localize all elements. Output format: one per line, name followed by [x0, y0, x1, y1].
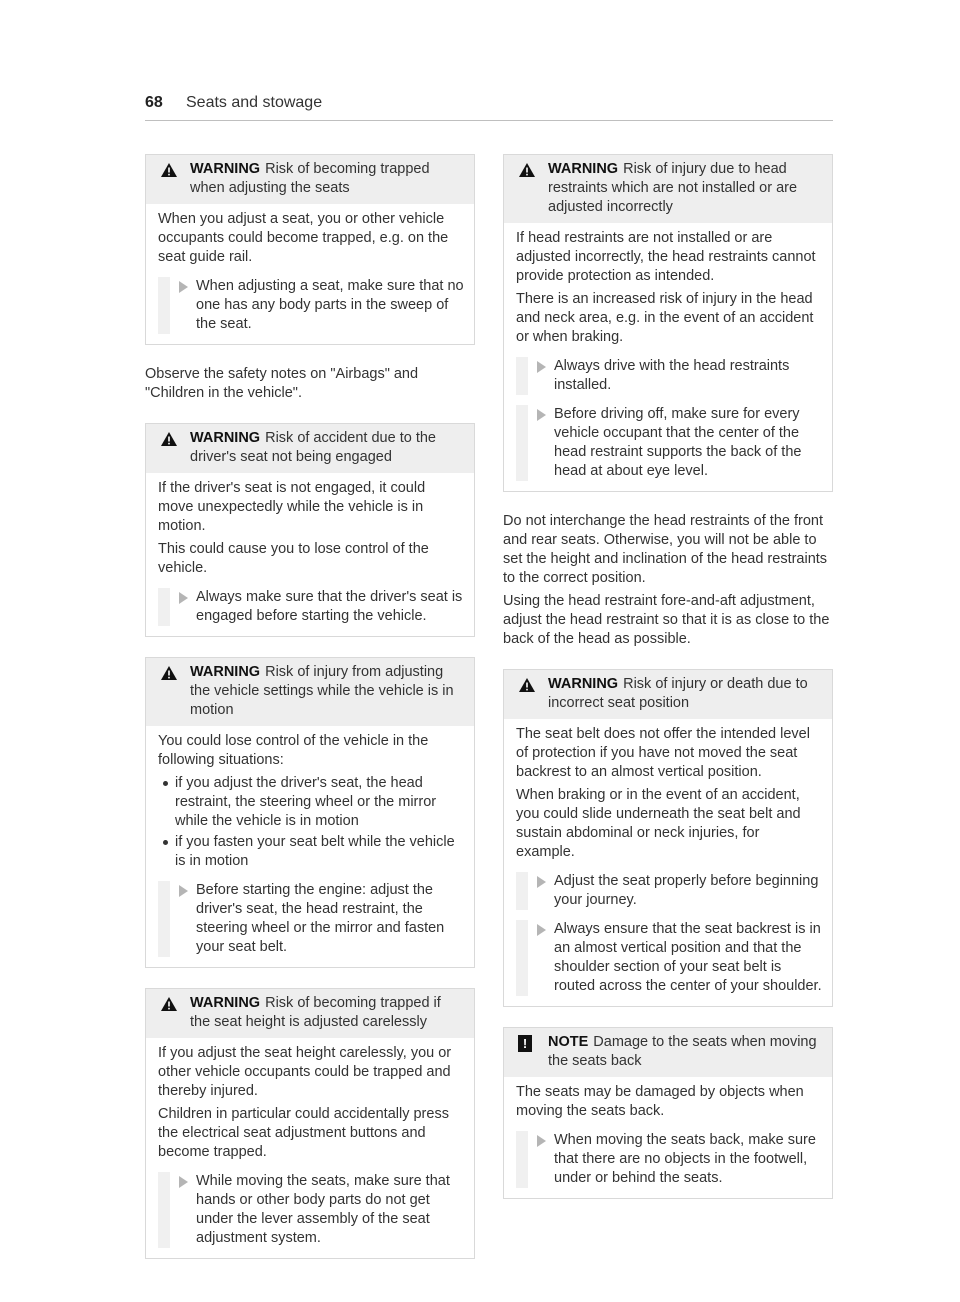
warning-triangle-icon — [160, 160, 190, 198]
warning-header — [146, 155, 474, 204]
warning-paragraph: When you adjust a seat, you or other vehicle occupants could become trapped, e.g. on the seat guide rail. — [158, 211, 449, 265]
note-keyword: NOTE — [548, 1034, 589, 1050]
warning-keyword: WARNING — [548, 676, 619, 692]
warning-title: Risk of injury from adjusting the vehicle settings while the vehicle is in motion — [190, 664, 454, 718]
instruction-step — [516, 872, 822, 910]
warning-header — [504, 670, 832, 719]
warning-title: Risk of injury due to head restraints which are not installed or are adjusted incorrectly — [548, 161, 798, 215]
instruction-step — [516, 1131, 822, 1188]
instruction-step — [158, 277, 464, 334]
warning-title: Risk of accident due to the driver's seat not being engaged — [190, 430, 436, 465]
step-text: Before driving off, make sure for every vehicle occupant that the center of the head restraint supports the back of the head at about eye level. — [554, 406, 802, 479]
warning-box-head-restraints — [503, 154, 833, 492]
step-arrow-icon — [179, 1176, 188, 1188]
body-paragraph: Do not interchange the head restraints of the front and rear seats. Otherwise, you will not be able to set the height and inclination of the head restraints to the correct position. — [503, 513, 828, 586]
warning-box-trapped-seats — [145, 154, 475, 345]
warning-paragraph: You could lose control of the vehicle in the following situations: — [158, 733, 429, 768]
step-text: When adjusting a seat, make sure that no one has any body parts in the sweep of the seat. — [196, 278, 464, 332]
step-text: Always make sure that the driver's seat is engaged before starting the vehicle. — [196, 589, 463, 624]
instruction-step — [158, 1172, 464, 1248]
instruction-step — [158, 588, 464, 626]
warning-triangle-icon — [518, 160, 548, 217]
step-text: Always ensure that the seat backrest is in an almost vertical position and that the shoulder section of your seat belt is routed across the center of your shoulder. — [554, 921, 822, 994]
left-column — [145, 154, 475, 1279]
instruction-step — [158, 881, 464, 957]
warning-paragraph: When braking or in the event of an accident, you could slide underneath the seat belt and sustain abdominal or neck injuries, for example. — [516, 787, 801, 860]
step-text: Adjust the seat properly before beginning your journey. — [554, 873, 819, 908]
warning-triangle-icon — [160, 429, 190, 467]
warning-paragraph: The seat belt does not offer the intended level of protection if you have not moved the seat backrest to an almost vertical position. — [516, 726, 810, 780]
warning-keyword: WARNING — [190, 161, 261, 177]
warning-paragraph: If the driver's seat is not engaged, it could move unexpectedly while the vehicle is in motion. — [158, 480, 426, 534]
warning-keyword: WARNING — [190, 664, 261, 680]
warning-keyword: WARNING — [548, 161, 619, 177]
head-restraint-paragraphs — [503, 512, 833, 649]
warning-paragraph: Children in particular could accidentally press the electrical seat adjustment buttons and become trapped. — [158, 1106, 449, 1160]
observe-paragraph: Observe the safety notes on "Airbags" and "Children in the vehicle". — [145, 366, 419, 401]
warning-triangle-icon — [160, 994, 190, 1032]
step-arrow-icon — [179, 592, 188, 604]
step-text: Before starting the engine: adjust the driver's seat, the head restraint, the steering wheel or the mirror and fasten your seat belt. — [196, 882, 445, 955]
warning-title: Risk of becoming trapped if the seat height is adjusted carelessly — [190, 995, 441, 1030]
warning-paragraph: If head restraints are not installed or are adjusted incorrectly, the head restraints cannot provide protection as intended. — [516, 230, 816, 284]
bullet-list — [158, 774, 464, 871]
page-number: 68 — [145, 94, 163, 111]
bullet-dot-icon — [163, 781, 168, 786]
bullet-dot-icon — [163, 840, 168, 845]
step-arrow-icon — [537, 876, 546, 888]
warning-box-seat-height — [145, 988, 475, 1259]
instruction-step — [516, 405, 822, 481]
instruction-step — [516, 920, 822, 996]
right-column — [503, 154, 833, 1219]
step-arrow-icon — [537, 409, 546, 421]
step-text: Always drive with the head restraints installed. — [554, 358, 790, 393]
page-header — [145, 94, 833, 121]
warning-header — [504, 155, 832, 223]
warning-paragraph: If you adjust the seat height carelessly, you or other vehicle occupants could be trapped and thereby injured. — [158, 1045, 452, 1099]
step-arrow-icon — [537, 361, 546, 373]
warning-keyword: WARNING — [190, 995, 261, 1011]
step-arrow-icon — [179, 281, 188, 293]
step-arrow-icon — [537, 924, 546, 936]
note-title: Damage to the seats when moving the seats back — [548, 1034, 817, 1069]
warning-header — [146, 658, 474, 726]
warning-keyword: WARNING — [190, 430, 261, 446]
note-header — [504, 1028, 832, 1077]
note-box-seats-back — [503, 1027, 833, 1199]
warning-box-driver-seat — [145, 423, 475, 637]
warning-box-seat-position — [503, 669, 833, 1007]
step-text: When moving the seats back, make sure that there are no objects in the footwell, under or behind the seats. — [554, 1132, 816, 1186]
warning-triangle-icon — [160, 663, 190, 720]
list-item: if you fasten your seat belt while the vehicle is in motion — [158, 833, 464, 871]
instruction-step — [516, 357, 822, 395]
note-exclamation-icon: ! — [518, 1035, 532, 1052]
warning-title: Risk of injury or death due to incorrect seat position — [548, 676, 808, 711]
step-text: While moving the seats, make sure that hands or other body parts do not get under the lever assembly of the seat adjustment system. — [196, 1173, 450, 1246]
warning-paragraph: This could cause you to lose control of the vehicle. — [158, 541, 429, 576]
warning-header — [146, 424, 474, 473]
body-paragraph: Using the head restraint fore-and-aft adjustment, adjust the head restraint so that it is as close to the back of the head as possible. — [503, 593, 830, 647]
section-title: Seats and stowage — [186, 94, 323, 111]
step-arrow-icon — [179, 885, 188, 897]
warning-box-vehicle-settings — [145, 657, 475, 968]
list-item: if you adjust the driver's seat, the head restraint, the steering wheel or the mirror while the vehicle is in motion — [158, 774, 464, 831]
note-paragraph: The seats may be damaged by objects when moving the seats back. — [516, 1084, 804, 1119]
observe-paragraph-block — [145, 365, 475, 403]
warning-title: Risk of becoming trapped when adjusting the seats — [190, 161, 430, 196]
warning-header — [146, 989, 474, 1038]
warning-triangle-icon — [518, 675, 548, 713]
warning-paragraph: There is an increased risk of injury in the head and neck area, e.g. in the event of an accident or when braking. — [516, 291, 814, 345]
step-arrow-icon — [537, 1135, 546, 1147]
